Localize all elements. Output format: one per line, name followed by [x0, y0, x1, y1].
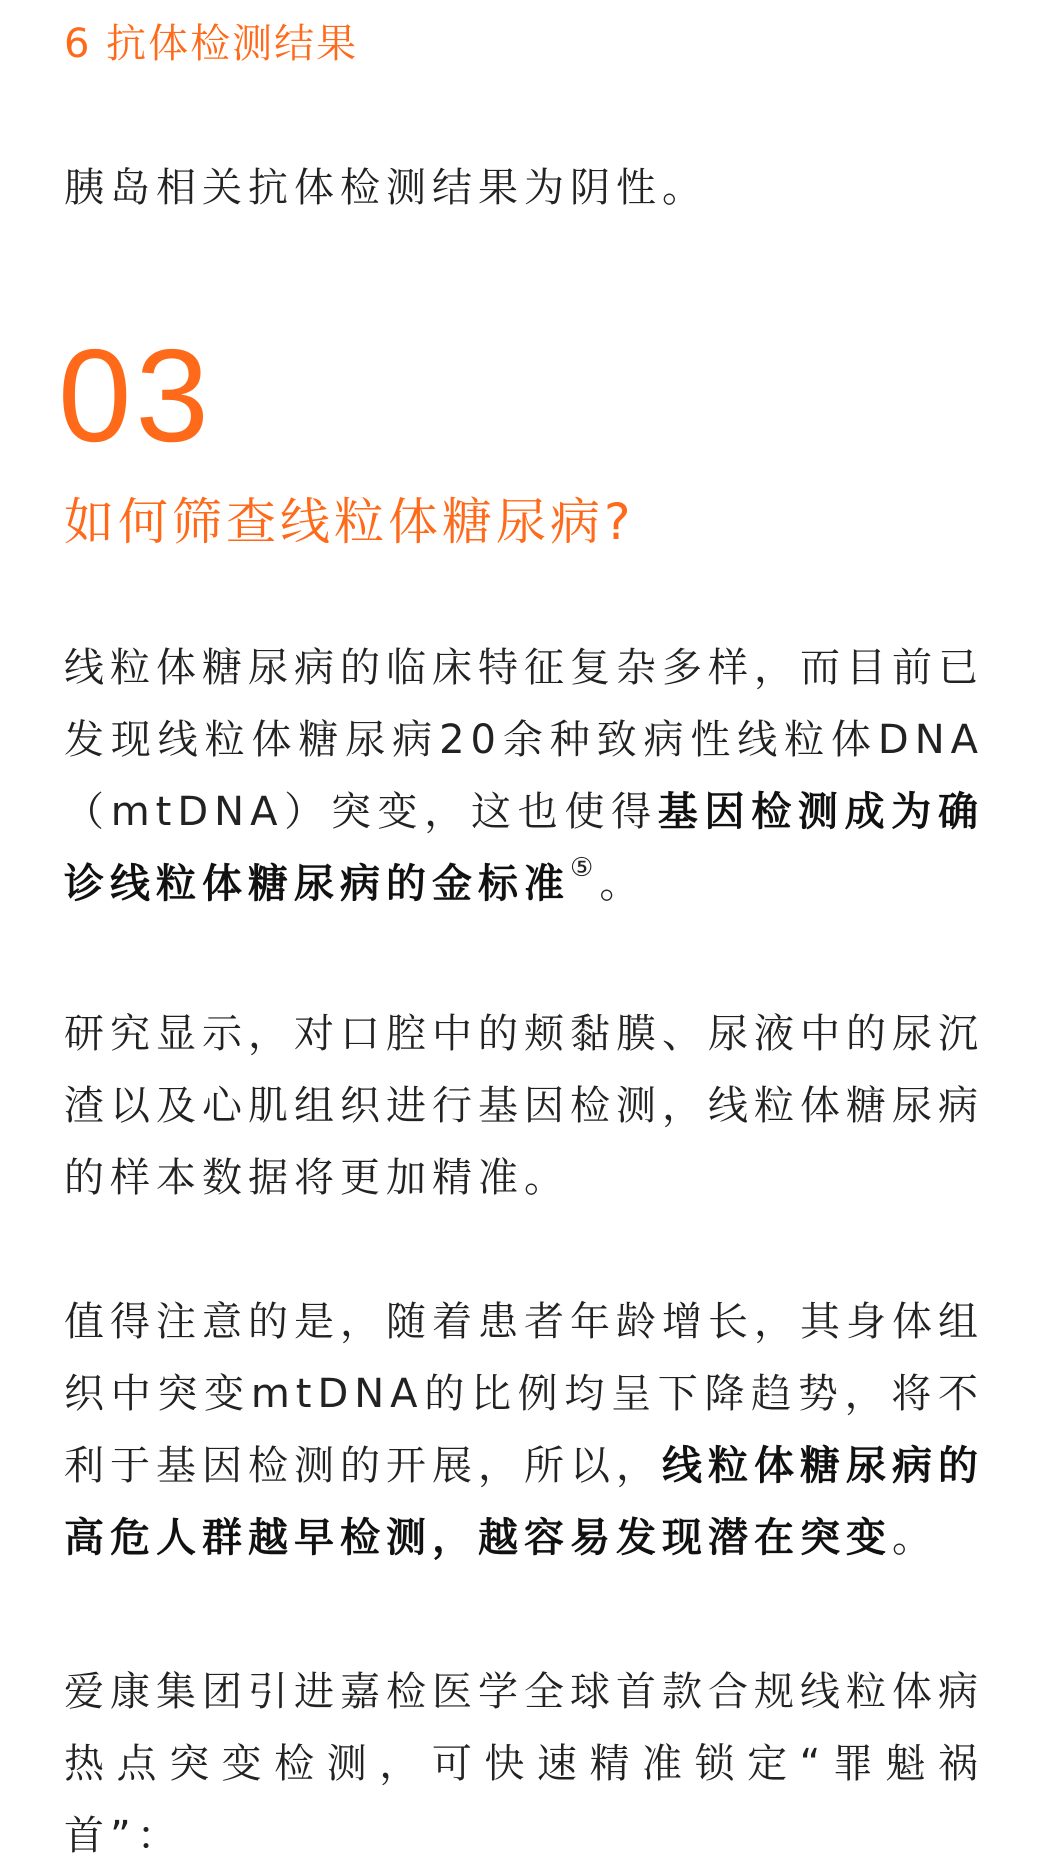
section-label: 6 抗体检测结果: [64, 21, 359, 67]
paragraph-ikang-intro: 爱康集团引进嘉检医学全球首款合规线粒体病热点突变检测，可快速精准锁定“罪魁祸首”：: [64, 1669, 984, 1859]
paragraph-age-note: [64, 1286, 984, 1574]
section-number: 03: [58, 322, 213, 469]
paragraph-text: 。: [892, 1515, 938, 1561]
paragraph-text: 值得注意的是，随着患者年龄增长，其身体组织中突变mtDNA的比例均呈下降趋势，将不利于基因检测的开展，所以，: [64, 1299, 984, 1489]
paragraph-text: 。: [599, 861, 646, 907]
bold-highlight: 基因检测成为确诊线粒体糖尿病的金标准: [64, 789, 985, 907]
paragraph-research: 研究显示，对口腔中的颊黏膜、尿液中的尿沉渣以及心肌组织进行基因检测，线粒体糖尿病的样本数据将更加精准。: [64, 1011, 984, 1201]
paragraph-clinical-features: [64, 632, 984, 920]
paragraph-antibody-result: 胰岛相关抗体检测结果为阴性。: [64, 165, 708, 211]
bold-highlight: 线粒体糖尿病的高危人群越早检测，越容易发现潜在突变: [64, 1443, 984, 1561]
paragraph-text: 线粒体糖尿病的临床特征复杂多样，而目前已发现线粒体糖尿病20余种致病性线粒体DNA（mtDNA）突变，这也使得: [64, 645, 984, 835]
section-title: 如何筛查线粒体糖尿病?: [64, 493, 635, 551]
reference-marker: ⑤: [570, 853, 600, 883]
